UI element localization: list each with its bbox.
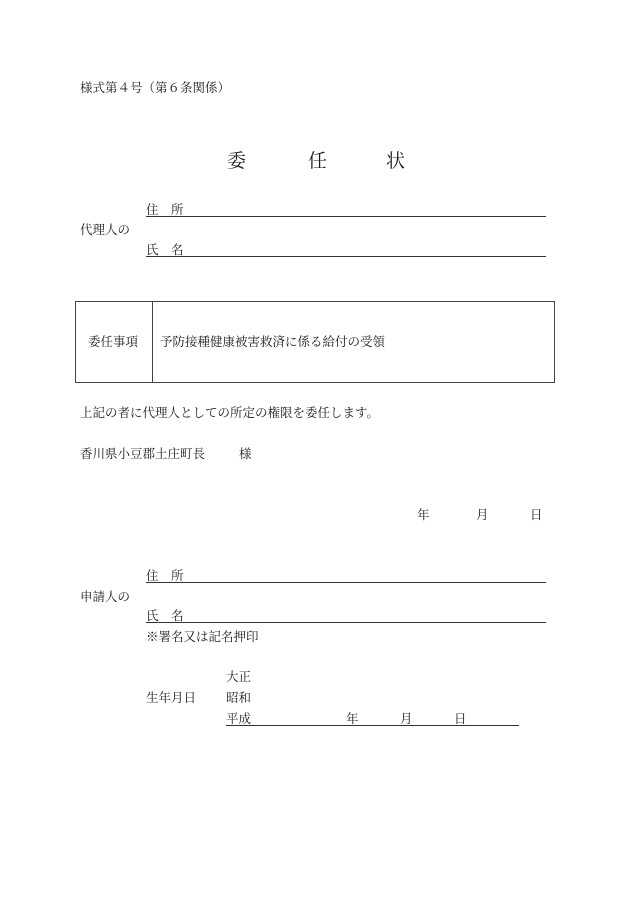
applicant-name-label: 氏 名: [146, 608, 184, 623]
title-char-1: 委: [227, 150, 247, 172]
applicant-address-field[interactable]: [146, 582, 546, 583]
agent-address-field[interactable]: [146, 216, 546, 217]
agent-name-label: 氏 名: [146, 242, 184, 257]
birthdate-month: 月: [400, 711, 413, 726]
delegation-content: 予防接種健康被害救済に係る給付の受領: [160, 334, 386, 349]
title-char-2: 任: [308, 150, 328, 172]
era-heisei: 平成: [226, 711, 252, 726]
date-day: 日: [530, 507, 543, 522]
applicant-address-label: 住 所: [146, 568, 184, 583]
birthdate-day: 日: [454, 711, 467, 726]
applicant-group-label: 申請人の: [80, 589, 131, 604]
agent-group-label: 代理人の: [80, 222, 131, 237]
delegation-divider: [152, 301, 153, 383]
form-number: 様式第４号（第６条関係）: [80, 80, 231, 95]
birthdate-label: 生年月日: [146, 690, 197, 705]
date-year: 年: [417, 507, 430, 522]
title-char-3: 状: [386, 150, 406, 172]
page-title: [0, 150, 630, 172]
birthdate-field[interactable]: [226, 725, 519, 726]
signature-note: ※署名又は記名押印: [146, 629, 259, 644]
era-showa: 昭和: [226, 690, 252, 705]
applicant-name-field[interactable]: [146, 622, 546, 623]
birthdate-year: 年: [346, 711, 359, 726]
addressee-name: 香川県小豆郡土庄町長: [80, 446, 206, 461]
agent-name-field[interactable]: [146, 256, 546, 257]
era-taisho: 大正: [226, 669, 252, 684]
delegation-statement: 上記の者に代理人としての所定の権限を委任します。: [80, 405, 380, 420]
agent-address-label: 住 所: [146, 202, 184, 217]
addressee-honorific: 様: [239, 446, 252, 461]
date-month: 月: [476, 507, 489, 522]
delegation-label: 委任事項: [88, 334, 139, 349]
